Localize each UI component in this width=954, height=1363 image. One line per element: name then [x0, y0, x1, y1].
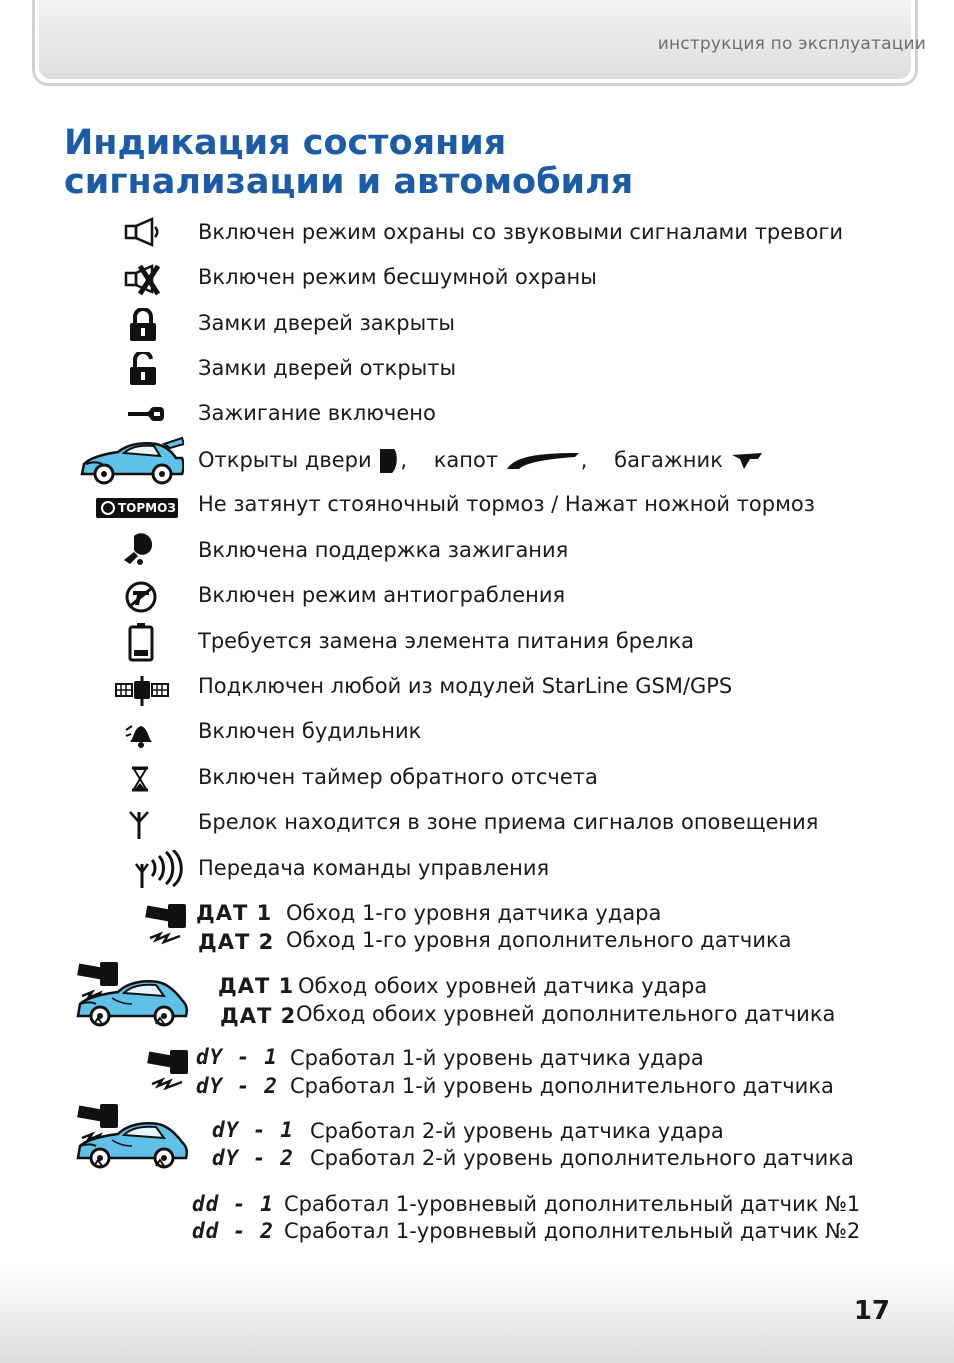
sensor-code: dY - 1 [196, 1045, 278, 1069]
sensor-text: Сработал 2-й уровень дополнительного датчика [310, 1146, 854, 1170]
sensor-text: Обход 1-го уровня дополнительного датчика [286, 928, 792, 952]
sensor-text: Сработал 1-уровневый дополнительный датчик №1 [284, 1192, 861, 1216]
alarm-clock-icon [124, 720, 154, 750]
row-text-anti-hijack: Включен режим антиограбления [198, 583, 566, 607]
door-icon [378, 447, 400, 475]
lock-closed-icon [128, 308, 158, 342]
sensor-code: dY - 2 [196, 1074, 278, 1098]
shock-hammer-icon [144, 902, 194, 946]
sensor-text: Сработал 1-уровневый дополнительный датчик №2 [284, 1219, 861, 1243]
separator-1: , [400, 448, 408, 472]
sensor-code: ДАТ 2 [198, 930, 275, 954]
trunk-label: багажник [614, 448, 723, 472]
sensor-text: Сработал 1-й уровень датчика удара [290, 1046, 704, 1070]
row-text-brake: Не затянут стояночный тормоз / Нажат ножной тормоз [198, 492, 815, 516]
battery-low-icon [128, 622, 154, 662]
anti-hijack-icon [123, 581, 159, 613]
page-title [64, 124, 633, 202]
row-text-antenna: Брелок находится в зоне приема сигналов оповещения [198, 810, 819, 834]
sensor-text: Сработал 1-й уровень дополнительного датчика [290, 1074, 834, 1098]
row-text-siren: Включен режим охраны со звуковыми сигналами тревоги [198, 220, 844, 244]
row-text-open-parts [198, 447, 764, 475]
sensor-code: ДАТ 1 [196, 901, 273, 925]
transmit-icon [134, 850, 184, 890]
antenna-icon [128, 810, 150, 840]
row-text-transmit: Передача команды управления [198, 856, 550, 880]
title-line-1: Индикация состояния [64, 123, 507, 163]
row-text-lock-closed: Замки дверей закрыты [198, 311, 456, 335]
siren-muted-icon [124, 262, 160, 296]
sensor-code: ДАТ 2 [220, 1004, 297, 1028]
sensor-code: dd - 2 [192, 1219, 274, 1243]
hourglass-icon [130, 766, 150, 792]
ignition-support-icon [120, 530, 156, 566]
siren-icon [124, 217, 160, 247]
row-text-hourglass: Включен таймер обратного отсчета [198, 765, 598, 789]
shock-car-icon [72, 1104, 188, 1170]
satellite-icon [114, 674, 170, 708]
row-text-satellite: Подключен любой из модулей StarLine GSM/GPS [198, 674, 733, 698]
row-text-lock-open: Замки дверей открыты [198, 356, 457, 380]
trunk-icon [730, 451, 764, 471]
title-line-2: сигнализации и автомобиля [64, 162, 634, 202]
sensor-text: Обход обоих уровней датчика удара [298, 974, 708, 998]
doors-label: Открыты двери [198, 448, 372, 472]
footer-band [0, 1268, 954, 1363]
sensor-text: Обход 1-го уровня датчика удара [286, 901, 662, 925]
sensor-code: dd - 1 [192, 1192, 274, 1216]
hood-label: капот [433, 448, 499, 472]
manual-label: инструкция по эксплуатации [657, 34, 926, 54]
sensor-code: dY - 2 [212, 1146, 294, 1170]
car-open-icon [78, 436, 184, 488]
brake-badge-label: ТОРМОЗ [118, 501, 176, 515]
row-text-silent: Включен режим бесшумной охраны [198, 265, 597, 289]
row-text-battery: Требуется замена элемента питания брелка [198, 629, 695, 653]
sensor-code: dY - 1 [212, 1118, 294, 1142]
hood-icon [505, 451, 581, 471]
page-number: 17 [853, 1296, 890, 1326]
sensor-code: ДАТ 1 [218, 974, 295, 998]
sensor-text: Сработал 2-й уровень датчика удара [310, 1119, 724, 1143]
row-text-ignition-support: Включена поддержка зажигания [198, 538, 569, 562]
key-icon [126, 405, 166, 423]
sensor-text: Обход обоих уровней дополнительного датчика [296, 1002, 836, 1026]
shock-car-icon [72, 962, 188, 1028]
lock-open-icon [128, 352, 158, 386]
row-text-key: Зажигание включено [198, 401, 436, 425]
parking-brake-icon [96, 498, 178, 518]
separator-2: , [580, 448, 588, 472]
shock-hammer-icon [146, 1048, 196, 1092]
row-text-alarm-clock: Включен будильник [198, 719, 422, 743]
